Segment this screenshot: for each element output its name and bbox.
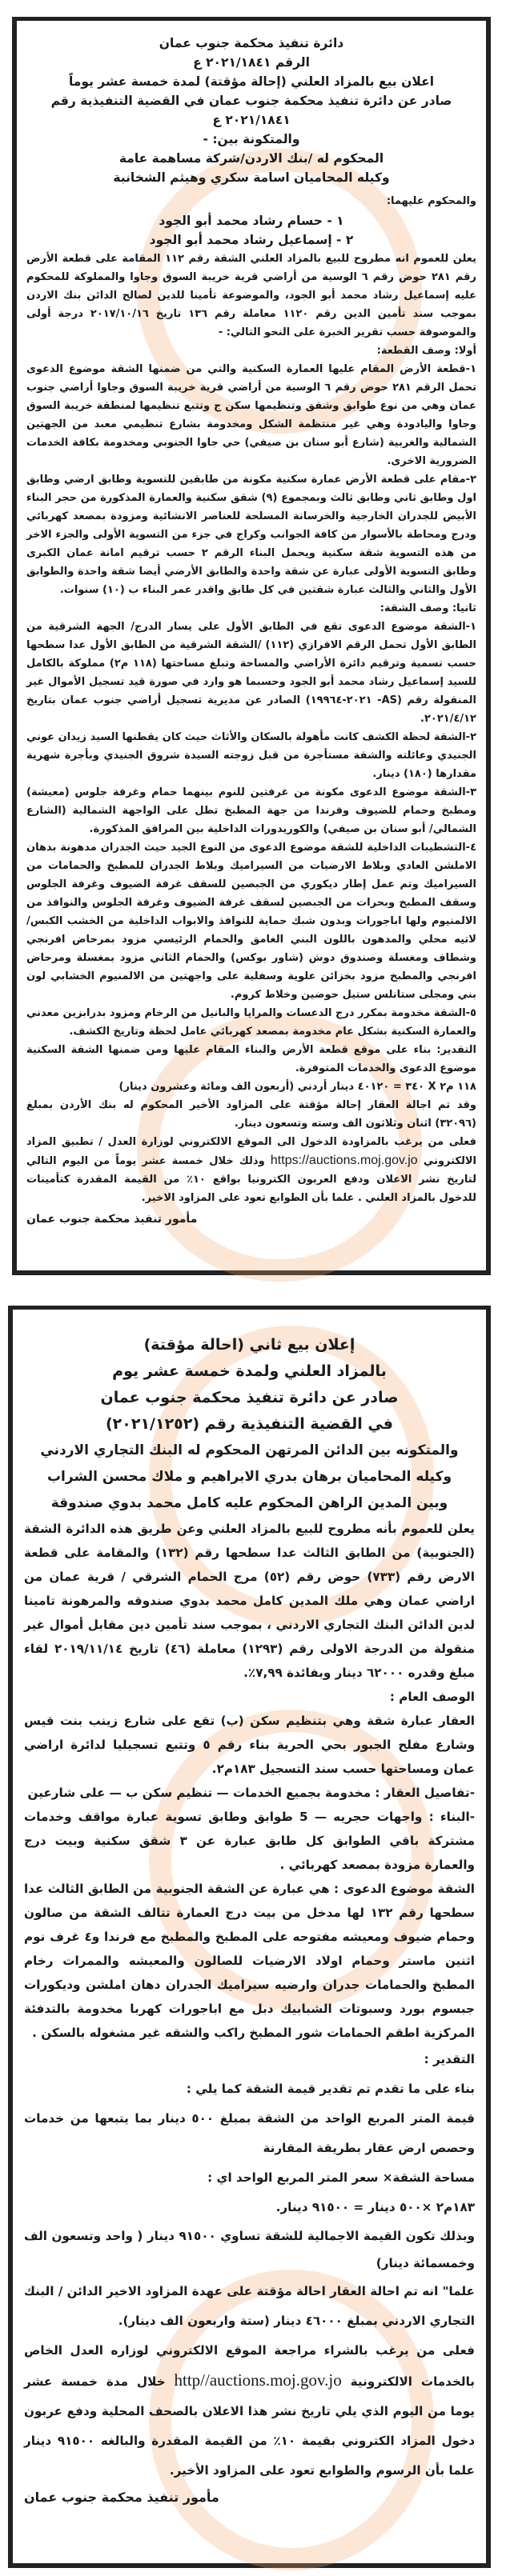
plaintiff: المحكوم له /بنك الاردن/شركة مساهمة عامة [118, 151, 384, 166]
body-paragraph: ١-قطعة الأرض المقام عليها العمارة السكنية والتي من ضمنها الشقة موضوع الدعوى تحمل الرقم ٢٨١ حوض رقم ٦ الوسية من أراضي قرية خريبة السوق وجاوا أراضي جنوب عمان وهي من نوع طوابق وشقق وتنظيمها سكن ج وتتبع تنظيمها لمنطقة خريبة السوق وجاوا واليادودة وهي غير منتظمة الشكل ومخدومة بشارع تنظيمي معبد من الجهتين الشمالية والغربية (شارع أبو سنان بن صيفي) حي جاوا الجنوبي ومخدومة بكافة الخدمات الضرورية الاخرى. [26, 363, 476, 467]
valuation-formula: ١١٨ م٢ X ٣٤٠ = ٤٠١٢٠ دينار أردني (أربعون الف ومائة وعشرون دينار) [118, 1081, 476, 1093]
body-paragraph: ٥-الشقة مخدومة بمكرر درج الدعسات والمرايا والبانيل من الرخام ومزود بدرابزين معدني والعمارة السكنية بشكل عام مخدومة بمصعد كهربائي عامل لحظة وتاريخ الكشف. [26, 1007, 476, 1038]
plaintiff-lawyers: وكيله المحاميان اسامة سكري وهيثم الشخانبة [113, 170, 390, 185]
body-paragraph: الشقة موضوع الدعوى : هي عبارة عن الشقة الجنوبية من الطابق الثالث عدا سطحها رقم ١٣٢ لها مدخل من بيت درج العمارة تتالف الشقة من صالون وحمام ضيوف ومعيشه مفتوحه على المطبخ والمطبخ مع فرندا و٤ غرف نوم اثنين ماستر وحمام اولاد الارضيات للصالون والمعيشه والممرات رخام المطبخ والحمامات جدران وارضيه سيراميك الجدران دهان املشن وديكورات جبسوم بورد وسبوتات الشبابيك دبل مع اباجورات كهربا مخدومة بالتدفئة المركزية اطقم الحمامات شور المطبخ راكب والشقه غير مشغوله بالسكن . [24, 1882, 475, 2040]
closing-paragraph [26, 1133, 476, 1207]
case-number: الرقم ٢٠٢١/١٨٤١ ع [193, 55, 310, 70]
auction-notice-2 [8, 1306, 491, 2568]
notice-title: اعلان بيع بالمزاد العلني (إحالة مؤقتة) لمدة خمسة عشر يوماً [68, 74, 435, 89]
auction-url-link[interactable]: http//auctions.moj.gov.jo [174, 2370, 342, 2390]
auction-url-link[interactable]: https://auctions.moj.gov.jo [270, 1154, 418, 1167]
body-paragraph: يعلن للعموم بأنه مطروح للبيع بالمزاد العلني وعن طريق هذه الدائرة الشقة (الجنوبية) من الطابق الثالث عدا سطحها رقم (١٣٢) والمقامة على قطعة الارض رقم (٧٣٣) حوض رقم (٥٢) مرج الحمام الشرقي / قرية عمان من اراضي عمان وهي ملك المدين كامل محمد بدوي صندوقه والمرهونة تامينا لدين الدائن البنك التجاري الاردني ، بموجب سند تأمين دين مقابل أموال غير منقولة من الدرجة الاولى رقم (١٢٩٣) معاملة (٤٦) تاريخ ٢٠١٩/١١/١٤ لقاء مبلغ وقدره ٦٢٠٠٠ دينار وبفائدة ٧,٩٩٪. [24, 1522, 476, 1680]
creditor: والمتكونه بين الدائن المرتهن المحكوم له البنك التجاري الاردني [40, 1442, 459, 1458]
body-paragraph: ١-الشقة موضوع الدعوى تقع في الطابق الأول على يسار الدرج/ الجهة الشرقية من الطابق الأول تحمل الرقم الافرازي (١١٢) /الشقة الشرقية من الطابق الأول عدا سطحها حسب تسمية وترقيم دائرة الأراضي والمساحة وتبلغ مساحتها (١١٨ م٢) مملوكة بالكامل للسيد إسماعيل رشاد محمد أبو الجود وحسبما هو وارد في صورة قيد تسجيل الأموال غير المنقولة رقم (AS- ٢٠٢١-١٩٩٦٤) الصادر عن مديرية تسجيل أراضي جنوب عمان بتاريخ ٢٠٢١/٤/١٢. [26, 621, 477, 725]
notice-subtitle: بالمزاد العلني ولمدة خمسة عشر يوم [112, 1362, 387, 1380]
body-paragraph: ٢-الشقة لحظة الكشف كانت مأهولة بالسكان والأثاث حيث كان يقطنها السيد زيدان عوني الجنيدي وعائلته والشقة مستأجرة من قبل زوجته السيدة شروق الجنيدي وبأجرة شهرية مقدارها (١٨٠) دينار. [26, 731, 476, 780]
closing-text: فعلى من يرغب بالشراء مراجعة الموقع الالكتروني لوزاره العدل الخاص بالخدمات الالكترونية [24, 2343, 476, 2389]
creditor-lawyers: وكيله المحاميان برهان بدري الابراهيم و ملاك محسن الشراب [46, 1469, 452, 1485]
total-value: وبذلك تكون القيمة الاجمالية للشقة تساوي ٩١٥٠٠ دينار ( واحد وتسعون الف وخمسمائة دينار) [24, 2229, 475, 2270]
defendant: ٢ - إسماعيل رشاد محمد أبو الجود [149, 233, 354, 247]
body-paragraph: -تفاصيل العقار : مخدومة بجميع الخدمات — تنظيم سكن ب — على شارعين [27, 1786, 475, 1800]
body-paragraph: بناء على ما تقدم تم تقدير قيمة الشقة كما يلي : [186, 2082, 475, 2096]
body-paragraph: ٤-التشطيبات الداخلية للشقة موضوع الدعوى من النوع الجيد حيث الجدران مدهونة بدهان الاملشن العادي وبلاط الارضيات من السيراميك وبلاط الجدران للمطبخ والحمامات من السيراميك وتم عمل إطار ديكوري من الجبصين للسقف غرفة الضيوف وغرفة الجلوس وسقف المطبخ وبحرات من الجبصين لسقف غرفة الضيوف وغرفة الجلوس والنوافذ من الالمنيوم ولها اباجورات وبدون شبك حماية للنوافذ والابواب الداخلية من الخشب الكبس/ لاتيه محلي والمدهون باللون البني الغامق والحمام الرئيسي مزود بمرحاض افرنجي وشطاف ومغسلة وصندوق دوش (شاور بوكس) والحمام الثاني مزود بمغسلة ومرحاض افرنجي والمطبخ مزود بخزائن علوية وسفلية على واجهتين من الالمنيوم الخشابي لون بني ومجلى ستانلس ستيل حوضين وخلاط كروم. [26, 842, 476, 1001]
closing-paragraph [24, 2336, 475, 2486]
signature: مأمور تنفيذ محكمة جنوب عمان [26, 1213, 198, 1226]
body-paragraph: يعلن للعموم انه مطروح للبيع بالمزاد العلني الشقة رقم ١١٢ المقامة على قطعة الأرض رقم ٢٨١ حوض رقم ٦ الوسية من أراضي قرية خريبة السوق وجاوا والمملوكة للمحكوم عليه إسماعيل رشاد محمد أبو الجود، والموضوعة تأمينا للدين لصالح الدائن بنك الاردن بموجب سند تأمين الدين رقم ١١٢٠ معاملة رقم ١٣٦ تاريخ ٢٠١٧/١٠/١٦ درجة أولى والموصوفة حسب تقرير الخبرة على النحو التالي: - [26, 253, 477, 338]
signature: مأمور تنفيذ محكمة جنوب عمان [24, 2490, 219, 2505]
body-paragraph: ٣-الشقة موضوع الدعوى مكونة من غرفتين للنوم بينهما حمام وغرفة جلوس (معيشة) ومطبخ وحمام للضيوف وفرندا من جهة المطبخ تطل على الواجهة الشمالية (الشارع الشمالي/ أبو سنان بن صيفي) والكوريدورات الداخلية بين المرافق المذكورة. [26, 786, 476, 835]
notice-issuer: صادر عن دائرة تنفيذ محكمة جنوب عمان [100, 1389, 399, 1406]
section-heading: أولا: وصف القطعة: [376, 345, 476, 357]
valuation-formula: ١٨٣م٢ ×٥٠٠ دينار = ٩١٥٠٠ دينار. [275, 2200, 475, 2214]
provisional-award: علما" انه تم احالة العقار احالة مؤقتة على عهدة المزاود الاخير الدائن / البنك التجاري الاردني بمبلغ ٤٦٠٠٠ دينار (ستة واربعون الف دينار). [24, 2284, 475, 2328]
closing-text: خلال مدة خمسة عشر يوما من اليوم الذي يلي تاريخ نشر هذا الاعلان بالصحف المحلية ودفع عربون دخول المزاد الكتروني بقيمة ١٠٪ من القيمة المقدرة والبالغه ٩١٥٠٠ دينار علما بأن الرسوم والطوابع تعود على المزاود الأخير. [24, 2374, 476, 2478]
body-paragraph: العقار عبارة شقة وهي بتنظيم سكن (ب) تقع على شارع زينب بنت قيس وشارع مفلح الجبور بحي الحرية بناء رقم ٥ وتتبع تسجيليا لدائرة اراضي عمان ومساحتها حسب سند التسجيل ١٨٣م٢. [24, 1714, 476, 1776]
case-number: في القضية التنفيذية رقم (٢٠٢١/١٢٥٢) [105, 1415, 394, 1433]
body-paragraph: -البناء : واجهات حجريه — 5 طوابق وطابق تسوية عبارة مواقف وخدمات مشتركة باقي الطوابق كل طابق عبارة عن ٣ شقق سكنية وبيت درج والعمارة مزودة بمصعد كهربائي . [24, 1810, 475, 1872]
closing-text: وذلك خلال خمسة عشر يوماً من اليوم التالي لتاريخ نشر الاعلان ودفع العربون الكترونيا بواقع ١٠٪ من القيمة المقدرة كتأمينات للدخول بالمزاد العلني . علما بأن الطوابع تعود على المزاود الاخير. [26, 1155, 476, 1204]
defendants-label: والمحكوم عليهما: [386, 195, 476, 207]
section-heading: التقدير : [424, 2052, 475, 2066]
valuation-paragraph: التقدير: بناء على موقع قطعة الأرض والبناء المقام عليها ومن ضمنها الشقة السكنية موضوع الدعوى والخدمات المتوفرة. [26, 1044, 476, 1074]
debtor: وبين المدين الراهن المحكوم عليه كامل محمد بدوي صندوقة [50, 1495, 448, 1511]
provisional-award: وقد تم اجالة العقار إحالة مؤقتة على المزاود الأخير المحكوم له بنك الأردن بمبلغ (٣٢٠٩٦) اثنان وثلاثون الف وسته وتسعون دينار. [26, 1099, 476, 1130]
defendant: ١ - حسام رشاد محمد أبو الجود [159, 214, 344, 228]
closing-text: فعلى من يرغب بالمزاودة الدخول الى الموقع الالكتروني لوزارة العدل / تطبيق المزاد الالكتروني [26, 1136, 477, 1167]
section-heading: ثانيا: وصف الشقة: [380, 602, 476, 614]
valuation-formula-label: مساحة الشقة× سعر المتر المربع الواحد اي : [207, 2170, 475, 2185]
auction-notice-1 [12, 17, 491, 1275]
notice-issuer: صادر عن دائرة تنفيذ محكمة جنوب عمان في القضية التنفيذية رقم ٢٠٢١/١٨٤١ ع [50, 94, 452, 127]
notice-header-line: دائرة تنفيذ محكمة جنوب عمان [159, 36, 344, 50]
section-heading: الوصف العام : [389, 1690, 475, 1704]
notice-title: إعلان بيع ثاني (احالة مؤقتة) [143, 1336, 355, 1354]
body-paragraph: ٢-مقام على قطعة الأرض عمارة سكنية مكونة من طابقين للتسوية وطابق ارضي وطابق اول وطابق ثاني وطابق ثالث وبمجموع (٩) شقق سكنية والعمارة المذكورة من حجر البناء الأبيض للجدران الخارجية والخرسانة المسلحة للعناصر الانشائية ومزودة بمصعد كهربائي ودرج ومحاطة بالأسوار من كافة الجوانب وكراج في جزء من التسوية الأولى والجزء الاخر من هذه التسوية شقة سكنية ويحمل البناء الرقم ٢ حسب ترقيم امانة عمان الكبرى وطابق التسوية الأولى عبارة عن شقة واحدة والطابق الأرضي أيضا شقة واحدة والطوابق الأول والثاني والثالث عبارة شقتين في كل طابق واقدر عمر البناء ب (١٠) سنوات. [26, 474, 476, 596]
body-paragraph: قيمة المتر المربع الواحد من الشقة بمبلغ ٥٠٠ دينار بما يتبعها من خدمات وحصص ارض عقار بطريقة المقارنة [24, 2111, 475, 2155]
parties-label: والمتكونة بين: - [203, 132, 300, 146]
